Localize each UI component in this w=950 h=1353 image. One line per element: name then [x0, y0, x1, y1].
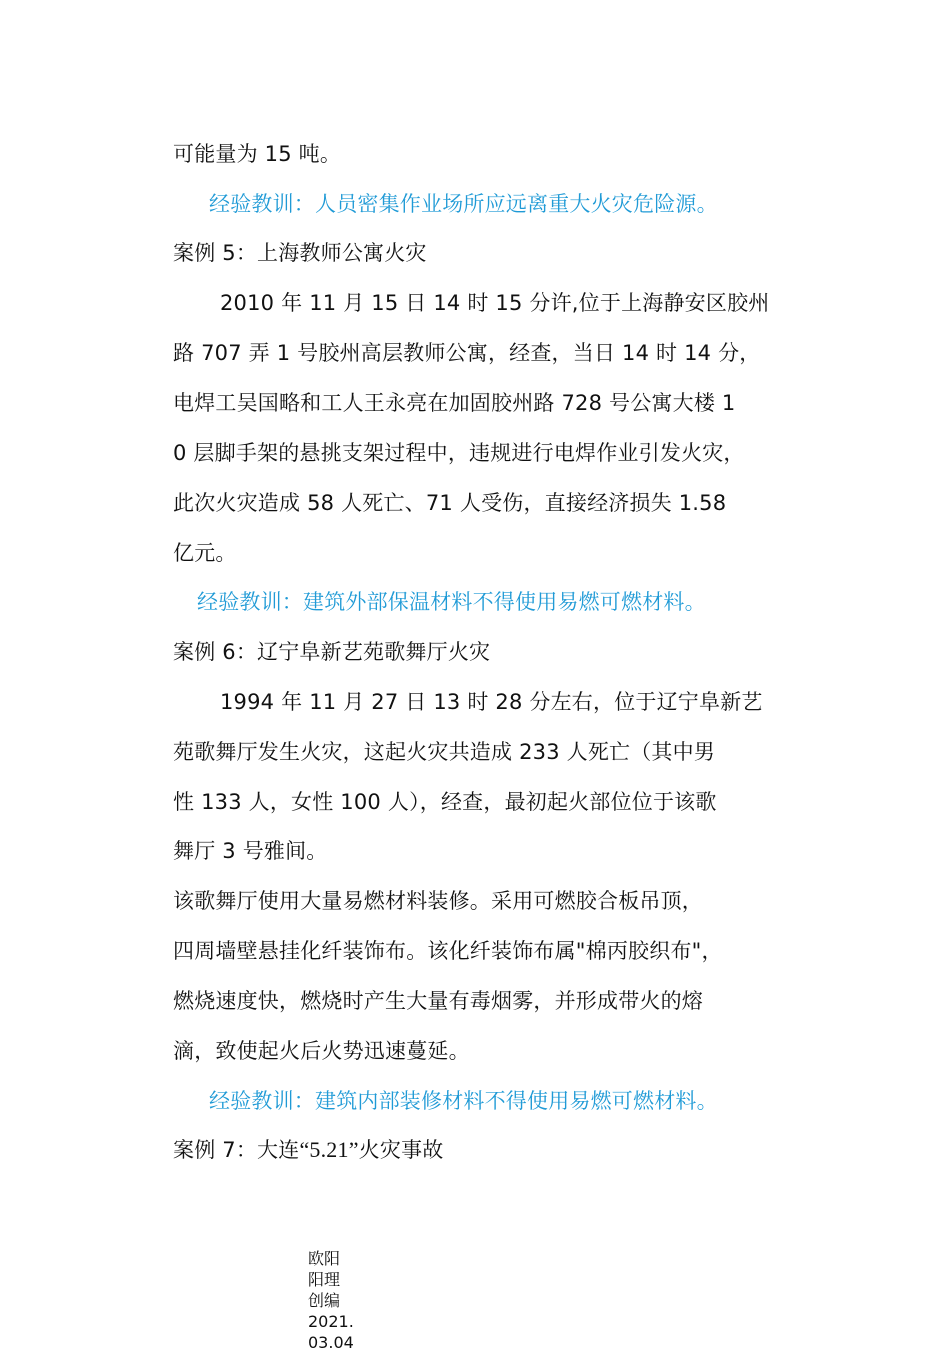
text-line-5: 路 707 弄 1 号胶州高层教师公寓，经查，当日 14 时 14 分，	[173, 341, 761, 365]
case-heading-5: 案例 5：上海教师公寓火灾	[173, 241, 427, 265]
author-footer-note: 欧阳 阳理 创编 2021. 03.04	[308, 1249, 354, 1352]
text-line-15: 舞厅 3 号雅间。	[173, 839, 328, 863]
case7-quote: “5.21”	[299, 1137, 359, 1162]
case7-prefix: 案例 7：大连	[173, 1138, 300, 1162]
text-line-7: 0 层脚手架的悬挑支架过程中，违规进行电焊作业引发火灾，	[173, 441, 745, 465]
case-heading-7	[173, 1136, 443, 1164]
text-line-14: 性 133 人，女性 100 人），经查，最初起火部位位于该歌	[173, 790, 717, 814]
text-line-16: 该歌舞厅使用大量易燃材料装修。采用可燃胶合板吊顶，	[173, 889, 703, 913]
case7-suffix: 火灾事故	[358, 1138, 444, 1162]
case-heading-6: 案例 6：辽宁阜新艺苑歌舞厅火灾	[173, 640, 491, 664]
text-line-13: 苑歌舞厅发生火灾，这起火灾共造成 233 人死亡（其中男	[173, 740, 716, 764]
text-line-19: 滴，致使起火后火势迅速蔓延。	[173, 1039, 470, 1063]
lesson-line-1: 经验教训：人员密集作业场所应远离重大火灾危险源。	[209, 192, 718, 216]
text-line-1: 可能量为 15 吨。	[173, 142, 342, 166]
text-line-6: 电焊工吴国略和工人王永亮在加固胶州路 728 号公寓大楼 1	[173, 391, 736, 415]
text-line-12: 1994 年 11 月 27 日 13 时 28 分左右，位于辽宁阜新艺	[220, 690, 763, 714]
lesson-line-3: 经验教训：建筑内部装修材料不得使用易燃可燃材料。	[209, 1089, 718, 1113]
text-line-9: 亿元。	[173, 541, 237, 565]
lesson-line-2: 经验教训：建筑外部保温材料不得使用易燃可燃材料。	[197, 590, 706, 614]
text-line-8: 此次火灾造成 58 人死亡、71 人受伤，直接经济损失 1.58	[173, 491, 727, 515]
text-line-18: 燃烧速度快，燃烧时产生大量有毒烟雾，并形成带火的熔	[173, 989, 703, 1013]
text-line-17: 四周墙壁悬挂化纤装饰布。该化纤装饰布属"棉丙胶织布"，	[173, 939, 723, 963]
text-line-4: 2010 年 11 月 15 日 14 时 15 分许,位于上海静安区胶州	[220, 291, 770, 315]
